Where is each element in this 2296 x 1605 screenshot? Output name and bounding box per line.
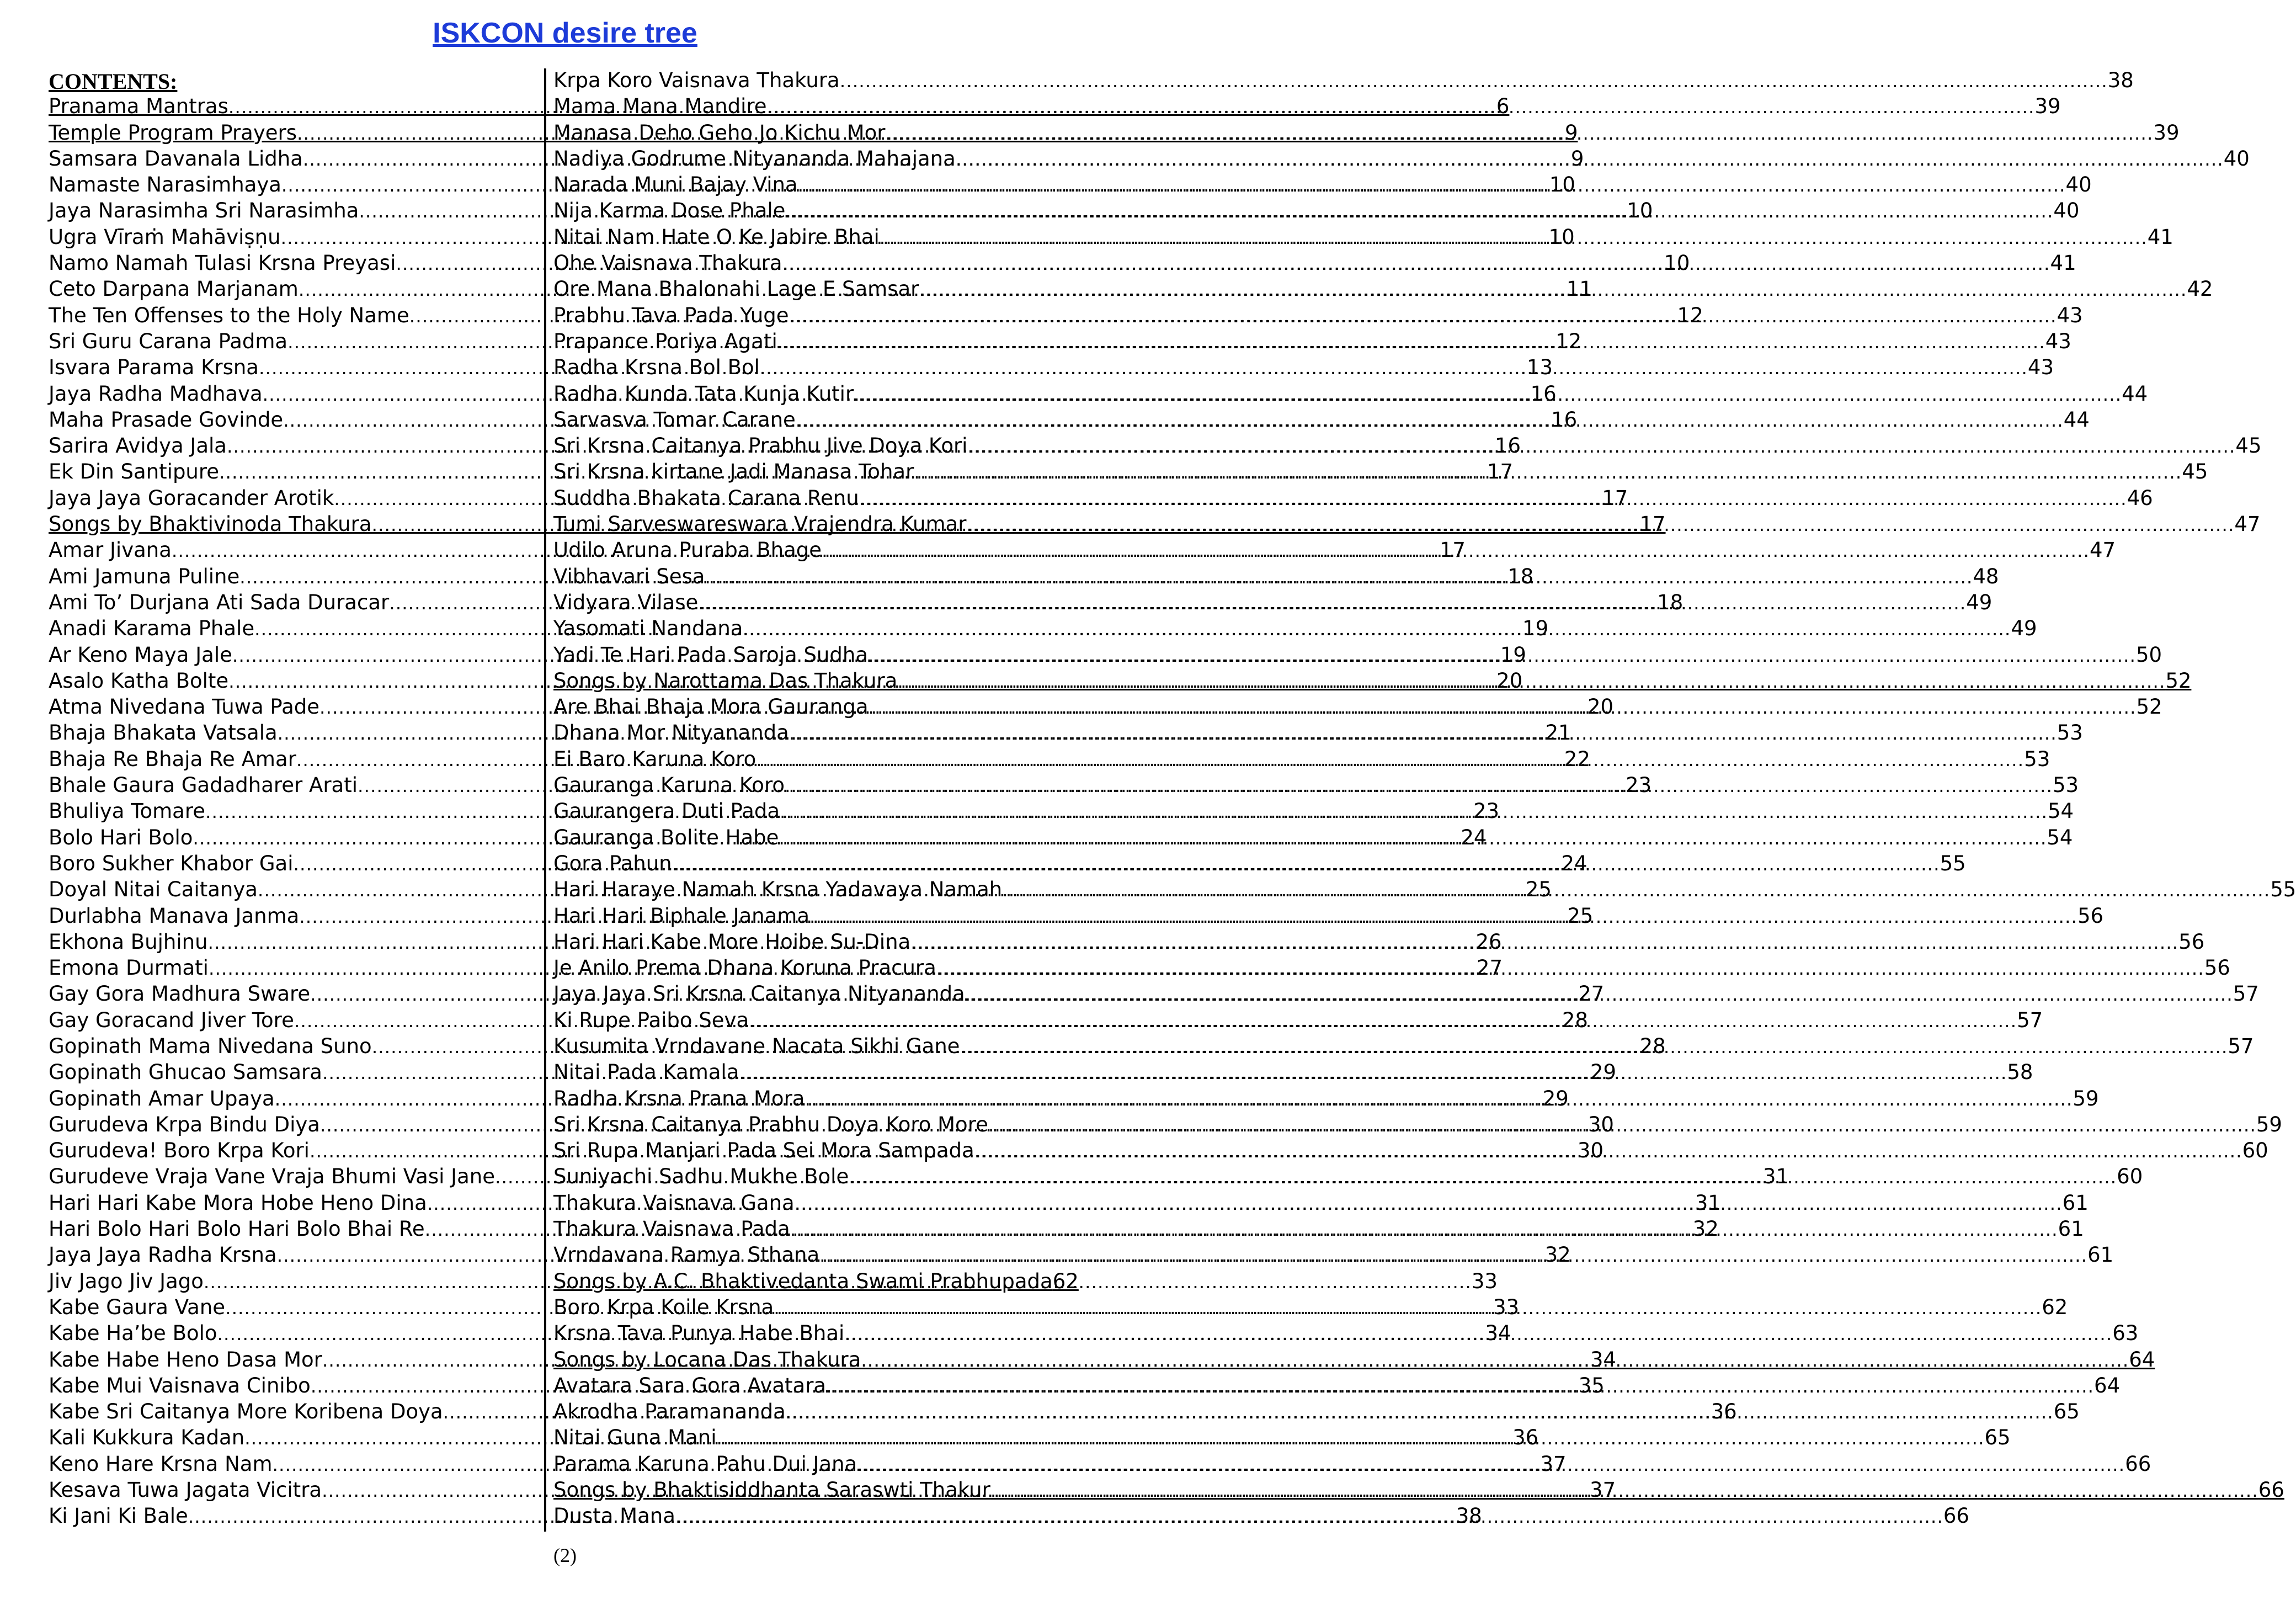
toc-entry-page: 20 (1496, 668, 1523, 693)
toc-entry-page: 35 (1578, 1373, 1605, 1397)
toc-entry-page: 18 (1657, 590, 1684, 614)
toc-entry-page: 10 (1664, 251, 1690, 275)
toc-leader-dots (785, 773, 2053, 799)
toc-leader-dots (854, 381, 2122, 407)
toc-entry-page: 28 (1639, 1034, 1666, 1058)
toc-entry-page: 41 (2050, 251, 2076, 275)
toc-entry-title: Sri Krsna Caitanya Prabhu Jive Doya Kori (553, 434, 968, 458)
toc-entry-page: 10 (1549, 173, 1575, 197)
toc-entry-page: 18 (1507, 564, 1534, 588)
toc-entry-title: Doyal Nitai Caitanya (49, 878, 258, 902)
toc-entry-title: Thakura Vaisnava Pada (553, 1217, 790, 1241)
toc-leader-dots (990, 1478, 2258, 1503)
toc-entry-page: 45 (2182, 460, 2208, 484)
toc-entry-title: Jaya Jaya Radha Krsna (49, 1243, 277, 1267)
row-spacer (49, 67, 539, 93)
toc-entry-page: 62 (2042, 1295, 2068, 1319)
toc-leader-dots (857, 1452, 2125, 1478)
toc-leader-dots (743, 616, 2011, 642)
toc-entry-title: Thakura Vaisnava Gana (553, 1191, 795, 1215)
toc-leader-dots (809, 904, 2077, 929)
toc-leader-dots (869, 694, 2137, 720)
toc-entry-title: Radha Kunda Tata Kunja Kutir (553, 381, 854, 406)
column-divider (544, 68, 546, 1532)
toc-entry-page: 19 (1522, 617, 1549, 641)
toc-entry-title: Udilo Aruna Puraba Bhage (553, 538, 822, 562)
toc-entry-title: Dhana Mor Nityananda (553, 721, 789, 745)
toc-leader-dots (914, 459, 2182, 485)
toc-entry-title: Mama Mana Mandire (553, 94, 767, 119)
toc-entry-page: 45 (2235, 434, 2262, 458)
toc-entry-page: 30 (1577, 1139, 1604, 1163)
toc-entry-title: Radha Krsna Prana Mora (553, 1086, 805, 1110)
toc-entry-page: 65 (1984, 1426, 2011, 1450)
toc-entry-page: 57 (2233, 982, 2259, 1006)
toc-entry-title: Isvara Parama Krsna (49, 355, 259, 380)
toc-entry-title: Ek Din Santipure (49, 460, 220, 484)
toc-entry-title: Bhale Gaura Gadadharer Arati (49, 773, 358, 798)
toc-entry-page: 59 (2073, 1086, 2099, 1110)
toc-entry-page: 19 (1500, 642, 1526, 667)
toc-entry-page: 52 (2136, 695, 2162, 719)
toc-entry-title: Songs by Locana Das Thakura (553, 1347, 861, 1372)
toc-leader-dots (790, 1216, 2058, 1242)
toc-entry-title: Suddha Bhakata Carana Renu (553, 486, 859, 510)
toc-entry-title: Sarira Avidya Jala (49, 434, 227, 458)
toc-entry-title: Hari Hari Kabe More Hoibe Su-Dina (553, 929, 911, 954)
toc-entry-title: Temple Program Prayers (49, 120, 297, 145)
toc-entry-page: 12 (1677, 303, 1703, 327)
toc-entry-title: Akrodha Paramananda (553, 1400, 786, 1424)
toc-entry-title: Jaya Jaya Sri Krsna Caitanya Nityananda (553, 982, 965, 1006)
toc-entry-page: 9 (1564, 120, 1578, 145)
toc-entry-page: 60 (2242, 1139, 2268, 1163)
toc-entry-title: Maha Prasade Govinde (49, 407, 284, 432)
toc-entry-title: Suniyachi Sadhu Mukhe Bole (553, 1165, 849, 1189)
toc-entry-page: 53 (2052, 773, 2079, 798)
toc-leader-dots (844, 1321, 2112, 1347)
toc-entry-page: 33 (1471, 1269, 1498, 1293)
toc-entry-page: 47 (2234, 512, 2261, 536)
toc-entry-page: 34 (1590, 1347, 1616, 1372)
toc-entry-title: Bhuliya Tomare (49, 799, 206, 823)
toc-entry-page: 55 (1940, 851, 1966, 875)
document-title[interactable]: ISKCON desire tree (433, 17, 697, 49)
toc-entry-page: 22 (1564, 747, 1590, 771)
toc-entry-title: Nitai Guna Mani (553, 1426, 717, 1450)
toc-entry-page: 44 (2122, 381, 2148, 406)
toc-entry-page: 23 (1625, 773, 1652, 798)
toc-entry-page: 33 (1493, 1295, 1520, 1319)
toc-entry-page: 64 (2094, 1373, 2121, 1397)
toc-entry-title: Amar Jivana (49, 538, 172, 562)
toc-entry-page: 63 (2112, 1321, 2139, 1346)
toc-entry-title: Ar Keno Maya Jale (49, 642, 232, 667)
toc-entry-page: 49 (1966, 590, 1993, 614)
toc-entry-page: 61 (2062, 1191, 2089, 1215)
toc-entry-page: 61 (2087, 1243, 2114, 1267)
toc-entry-page: 16 (1494, 434, 1521, 458)
toc-entry-title: Gurudeva! Boro Krpa Kori (49, 1139, 310, 1163)
toc-leader-dots (785, 198, 2053, 224)
toc-entry-page: 30 (1588, 1112, 1614, 1136)
toc-entry-title: Are Bhai Bhaja Mora Gauranga (553, 695, 869, 719)
toc-entry-page: 61 (2058, 1217, 2084, 1241)
toc-entry-title: Kabe Mui Vaisnava Cinibo (49, 1373, 311, 1397)
toc-entry-page: 42 (2187, 277, 2213, 301)
toc-entry-title: Boro Krpa Koile Krsna (553, 1295, 774, 1319)
toc-entry-title: Hari Haraye Namah Krsna Yadavaya Namah (553, 878, 1003, 902)
toc-entry-page: 66 (1943, 1504, 1969, 1528)
toc-entry-title: Gopinath Mama Nivedana Suno (49, 1034, 372, 1058)
toc-entry-page: 34 (1485, 1321, 1511, 1346)
toc-entry-title: Gaurangera Duti Pada (553, 799, 780, 823)
toc-entry-title: Bolo Hari Bolo (49, 825, 193, 849)
toc-entry-title: Tumi Sarveswareswara Vrajendra Kumar (553, 512, 967, 536)
toc-entry-title: Je Anilo Prema Dhana Koruna Pracura (553, 956, 936, 980)
toc-leader-dots (675, 1503, 1943, 1529)
toc-entry-title: Gopinath Amar Upaya (49, 1086, 275, 1110)
toc-entry-title: Kabe Ha’be Bolo (49, 1321, 217, 1346)
toc-entry-page: 52 (2165, 668, 2192, 693)
toc-entry[interactable] (553, 120, 2180, 146)
toc-entry-title: Gurudeva Krpa Bindu Diya (49, 1112, 320, 1136)
toc-entry-page: 25 (1525, 878, 1552, 902)
toc-entry-title: Sri Rupa Manjari Pada Sei Mora Sampada (553, 1139, 974, 1163)
toc-entry-page: 10 (1627, 199, 1653, 223)
toc-entry-title: Sri Krsna kirtane Jadi Manasa Tohar (553, 460, 914, 484)
toc-leader-dots (974, 1138, 2242, 1164)
toc-entry-page: 36 (1711, 1400, 1737, 1424)
toc-entry-title: Gopinath Ghucao Samsara (49, 1060, 322, 1085)
toc-entry-page: 55 (2270, 878, 2296, 902)
toc-leader-dots (936, 955, 2204, 981)
toc-entry-title: Vidyara Vilase (553, 590, 699, 614)
toc-leader-dots (819, 1242, 2087, 1268)
toc-leader-dots (717, 1425, 1985, 1451)
toc-entry-page: 32 (1692, 1217, 1719, 1241)
toc-entry-title: Nitai Nam Hate O Ke Jabire Bhai (553, 225, 880, 249)
toc-entry-title: Gora Pahun (553, 851, 672, 875)
toc-entry-title: Namo Namah Tulasi Krsna Preyasi (49, 251, 396, 275)
toc-leader-dots (967, 433, 2235, 459)
toc-entry-title: Ei Baro Karuna Koro (553, 747, 757, 771)
toc-entry-page: 66 (2258, 1478, 2284, 1502)
toc-entry-title: Kabe Sri Caitanya More Koribena Doya (49, 1400, 443, 1424)
toc-entry-page: 49 (2011, 617, 2037, 641)
toc-entry-title: Gauranga Bolite Habe (553, 825, 779, 849)
toc-entry-page: 41 (2147, 225, 2174, 249)
toc-entry-title: Gauranga Karuna Koro (553, 773, 785, 798)
toc-leader-dots (796, 407, 2064, 433)
toc-entry-title: Vibhavari Sesa (553, 564, 705, 588)
toc-entry-page: 17 (1439, 538, 1466, 562)
toc-entry-title: Nitai Pada Kamala (553, 1060, 739, 1085)
toc-leader-dots (789, 720, 2057, 746)
toc-entry-page: 39 (2153, 120, 2180, 145)
toc-entry-page: 29 (1542, 1086, 1569, 1110)
toc-leader-dots (774, 1295, 2042, 1321)
toc-entry-title: Krsna Tava Punya Habe Bhai (553, 1321, 845, 1346)
toc-leader-dots (897, 668, 2165, 694)
toc-entry-title: Emona Durmati (49, 956, 209, 980)
toc-leader-dots (705, 564, 1973, 590)
toc-entry-page: 28 (1562, 1008, 1588, 1032)
toc-leader-dots (849, 1164, 2117, 1190)
toc-leader-dots (805, 1086, 2073, 1112)
toc-entry-page: 54 (2047, 825, 2073, 849)
toc-entry-page: 6 (1496, 94, 1510, 119)
toc-entry-page: 37 (1590, 1478, 1616, 1502)
toc-leader-dots (777, 329, 2045, 355)
toc-entry-title: Songs by Narottama Das Thakura (553, 668, 898, 693)
toc-entry-page: 40 (2053, 199, 2080, 223)
toc-entry-title: Avatara Sara Gora Avatara (553, 1373, 827, 1397)
toc-leader-dots (760, 355, 2028, 381)
toc-entry-page: 56 (2077, 904, 2104, 928)
toc-leader-dots (826, 1373, 2094, 1399)
toc-entry-title: Ceto Darpana Marjanam (49, 277, 299, 301)
toc-entry-title: Jaya Narasimha Sri Narasimha (49, 199, 359, 223)
toc-entry-page: 57 (2017, 1008, 2043, 1032)
toc-entry-page: 57 (2228, 1034, 2254, 1058)
toc-entry-page: 17 (1602, 486, 1628, 510)
toc-entry-page: 46 (2127, 486, 2153, 510)
toc-entry-page: 27 (1476, 956, 1503, 980)
toc-leader-dots (782, 251, 2050, 277)
toc-entry[interactable] (553, 93, 2061, 119)
toc-entry-title: The Ten Offenses to the Holy Name (49, 303, 409, 327)
toc-entry-page: 64 (2129, 1347, 2155, 1372)
toc-entry-title: Nija Karma Dose Phale (553, 199, 786, 223)
toc-entry-page: 12 (1555, 329, 1582, 353)
toc-entry-page: 40 (2223, 146, 2250, 171)
toc-entry-page: 60 (2117, 1165, 2143, 1189)
toc-leader-dots (910, 929, 2178, 955)
toc-entry-title: Namaste Narasimhaya (49, 173, 281, 197)
toc-leader-dots (880, 225, 2148, 251)
toc-leader-dots (822, 538, 2090, 564)
toc-entry-title: Narada Muni Bajay Vina (553, 173, 798, 197)
toc-entry-page: 31 (1695, 1191, 1721, 1215)
toc-entry-page: 48 (1973, 564, 1999, 588)
toc-entry-title: Durlabha Manava Janma (49, 904, 300, 928)
toc-entry-page: 50 (2135, 642, 2162, 667)
toc-entry-title: Yasomati Nandana (553, 617, 743, 641)
toc-entry-page: 17 (1487, 460, 1514, 484)
toc-leader-dots (672, 851, 1940, 877)
toc-entry-title: Kali Kukkura Kadan (49, 1426, 245, 1450)
toc-entry-title: Parama Karuna Pahu Dui Jana (553, 1452, 857, 1476)
toc-entry-page: 54 (2047, 799, 2074, 823)
toc-leader-dots (988, 1112, 2256, 1138)
toc-entry-title: Kusumita Vrndavane Nacata Sikhi Gane (553, 1034, 960, 1058)
contents-heading: CONTENTS: (49, 69, 178, 94)
toc-entry-title: Pranama Mantras (49, 94, 228, 119)
toc-leader-dots (767, 94, 2035, 120)
toc-entry-page: 9 (1570, 146, 1584, 171)
toc-entry-title: Bhaja Re Bhaja Re Amar (49, 747, 296, 771)
toc-entry-page: 65 (2053, 1400, 2080, 1424)
toc-entry[interactable] (553, 146, 2250, 172)
toc-entry-title: Ore Mana Bhalonahi Lage E Samsar (553, 277, 919, 301)
toc-entry-title: Yadi Te Hari Pada Saroja Sudha (553, 642, 868, 667)
toc-leader-dots (795, 1191, 2063, 1216)
toc-entry-title: Ugra Vīraṁ Mahāviṣṇu (49, 225, 281, 249)
toc-entry-title: Prabhu Tava Pada Yuge (553, 303, 789, 327)
toc-entry-title: Atma Nivedana Tuwa Pade (49, 695, 320, 719)
toc-entry-title: Kabe Habe Heno Dasa Mor (49, 1347, 322, 1372)
toc-leader-dots (966, 512, 2234, 538)
toc-entry-page: 37 (1540, 1452, 1567, 1476)
toc-entry-title: Ekhona Bujhinu (49, 929, 208, 954)
toc-entry-page: 43 (2027, 355, 2054, 380)
toc-entry-page: 13 (1526, 355, 1553, 380)
toc-entry-title: Nadiya Godrume Nityananda Mahajana (553, 146, 956, 171)
toc-entry-page: 66 (2125, 1452, 2151, 1476)
toc-entry-title: Songs by Bhaktisiddhanta Saraswti Thakur (553, 1478, 990, 1502)
toc-entry-page: 10 (1548, 225, 1575, 249)
toc-entry-page: 29 (1590, 1060, 1616, 1085)
toc-leader-dots (840, 68, 2108, 94)
toc-entry-title: Boro Sukher Khabor Gai (49, 851, 294, 875)
toc-entry-page: 38 (1456, 1504, 1482, 1528)
toc-entry-page: 53 (2024, 747, 2050, 771)
toc-leader-dots (956, 146, 2224, 172)
toc-entry-title: Hari Hari Kabe Mora Hobe Heno Dina (49, 1191, 427, 1215)
toc-entry-title: Gay Goracand Jiver Tore (49, 1008, 294, 1032)
toc-leader-dots (698, 590, 1966, 616)
toc-entry-page: 25 (1567, 904, 1594, 928)
toc-entry-page: 27 (1578, 982, 1605, 1006)
toc-entry-title: Sri Guru Carana Padma (49, 329, 288, 353)
toc-entry-page: 16 (1551, 407, 1578, 432)
toc-entry-page: 21 (1545, 721, 1571, 745)
toc-entry-title: Ami Jamuna Puline (49, 564, 240, 588)
toc-entry-title: Radha Krsna Bol Bol (553, 355, 760, 380)
toc-entry-title: Jaya Jaya Goracander Arotik (49, 486, 334, 510)
toc-entry-page: 36 (1512, 1426, 1539, 1450)
toc-leader-dots (798, 172, 2066, 198)
toc-entry-page: 47 (2090, 538, 2116, 562)
toc-entry-page: 56 (2178, 929, 2205, 954)
toc-entry-title: Manasa Deho Geho Jo Kichu Mor (553, 120, 886, 145)
toc-entry-title: Krpa Koro Vaisnava Thakura (553, 68, 840, 92)
toc-leader-dots (789, 303, 2057, 329)
toc-leader-dots (779, 825, 2047, 851)
toc-leader-dots (786, 1399, 2054, 1425)
toc-entry-page: 43 (2045, 329, 2071, 353)
toc-entry-title: Anadi Karama Phale (49, 617, 255, 641)
toc-entry-title: Kesava Tuwa Jagata Vicitra (49, 1478, 322, 1502)
toc-entry-title: Ohe Vaisnava Thakura (553, 251, 782, 275)
toc-leader-dots (1002, 877, 2270, 903)
toc-entry-title: Hari Hari Biphale Janama (553, 904, 809, 928)
toc-entry[interactable] (553, 67, 2134, 93)
toc-entry-title: Bhaja Bhakata Vatsala (49, 721, 278, 745)
toc-entry-page: 40 (2065, 173, 2092, 197)
toc-entry-page: 16 (1530, 381, 1557, 406)
toc-entry-page: 58 (2007, 1060, 2033, 1085)
toc-leader-dots (868, 642, 2136, 668)
toc-leader-dots (885, 120, 2153, 146)
toc-entry-page: 44 (2063, 407, 2090, 432)
toc-leader-dots (919, 277, 2187, 302)
toc-entry-page: 26 (1475, 929, 1502, 954)
toc-entry-page: 20 (1587, 695, 1614, 719)
toc-leader-dots (861, 1347, 2129, 1373)
toc-entry-page: 39 (2034, 94, 2061, 119)
toc-entry-page: 17 (1639, 512, 1666, 536)
toc-entry-title: Asalo Katha Bolte (49, 668, 229, 693)
toc-entry-page: 53 (2057, 721, 2083, 745)
toc-section-link[interactable] (553, 1268, 1079, 1294)
toc-entry-title: Gay Gora Madhura Sware (49, 982, 311, 1006)
toc-entry-page: 43 (2057, 303, 2083, 327)
toc-leader-dots (756, 747, 2024, 773)
toc-entry-page: 31 (1762, 1165, 1789, 1189)
toc-entry-title: Ki Rupe Paibo Seva (553, 1008, 749, 1032)
toc-entry-title: Samsara Davanala Lidha (49, 146, 303, 171)
toc-entry-page: 23 (1473, 799, 1500, 823)
toc-entry-title: Songs by A.C. Bhaktivedanta Swami Prabhupada (553, 1269, 1053, 1293)
toc-leader-dots (780, 799, 2048, 825)
toc-entry-page: 59 (2256, 1112, 2282, 1136)
toc-entry-page: 56 (2204, 956, 2230, 980)
toc-entry-title: Dusta Mana (553, 1504, 675, 1528)
toc-leader-dots (859, 486, 2127, 512)
toc-entry-title: Jaya Radha Madhava (49, 381, 263, 406)
toc-entry-title: Hari Bolo Hari Bolo Hari Bolo Bhai Re (49, 1217, 425, 1241)
toc-entry-title: Ki Jani Ki Bale (49, 1504, 188, 1528)
toc-entry-page: 62 (1052, 1269, 1079, 1293)
toc-entry-title: Sri Krsna Caitanya Prabhu Doya Koro More (553, 1112, 988, 1136)
toc-entry-title: Sarvasva Tomar Carane (553, 407, 796, 432)
toc-entry-title: Keno Hare Krsna Nam (49, 1452, 273, 1476)
toc-entry-page: 11 (1566, 277, 1592, 301)
toc-entry-title: Vrndavana Ramya Sthana (553, 1243, 820, 1267)
toc-entry-page: 24 (1461, 825, 1487, 849)
toc-entry-title: Songs by Bhaktivinoda Thakura (49, 512, 372, 536)
toc-entry-title: Prapance Poriya Agati (553, 329, 777, 353)
toc-entry-page: 32 (1544, 1243, 1571, 1267)
page-number: (2) (553, 1544, 577, 1566)
toc-entry-title: Jiv Jago Jiv Jago (49, 1269, 204, 1293)
toc-leader-dots (960, 1034, 2228, 1060)
toc-entry-title: Ami To’ Durjana Ati Sada Duracar (49, 590, 390, 614)
toc-leader-dots (965, 981, 2233, 1007)
toc-leader-dots (739, 1060, 2007, 1086)
toc-entry-title: Kabe Gaura Vane (49, 1295, 226, 1319)
toc-entry-page: 38 (2107, 68, 2134, 92)
toc-entry-title: Gurudeve Vraja Vane Vraja Bhumi Vasi Jane (49, 1165, 495, 1189)
toc-leader-dots (749, 1008, 2017, 1034)
toc-entry-page: 24 (1561, 851, 1588, 875)
